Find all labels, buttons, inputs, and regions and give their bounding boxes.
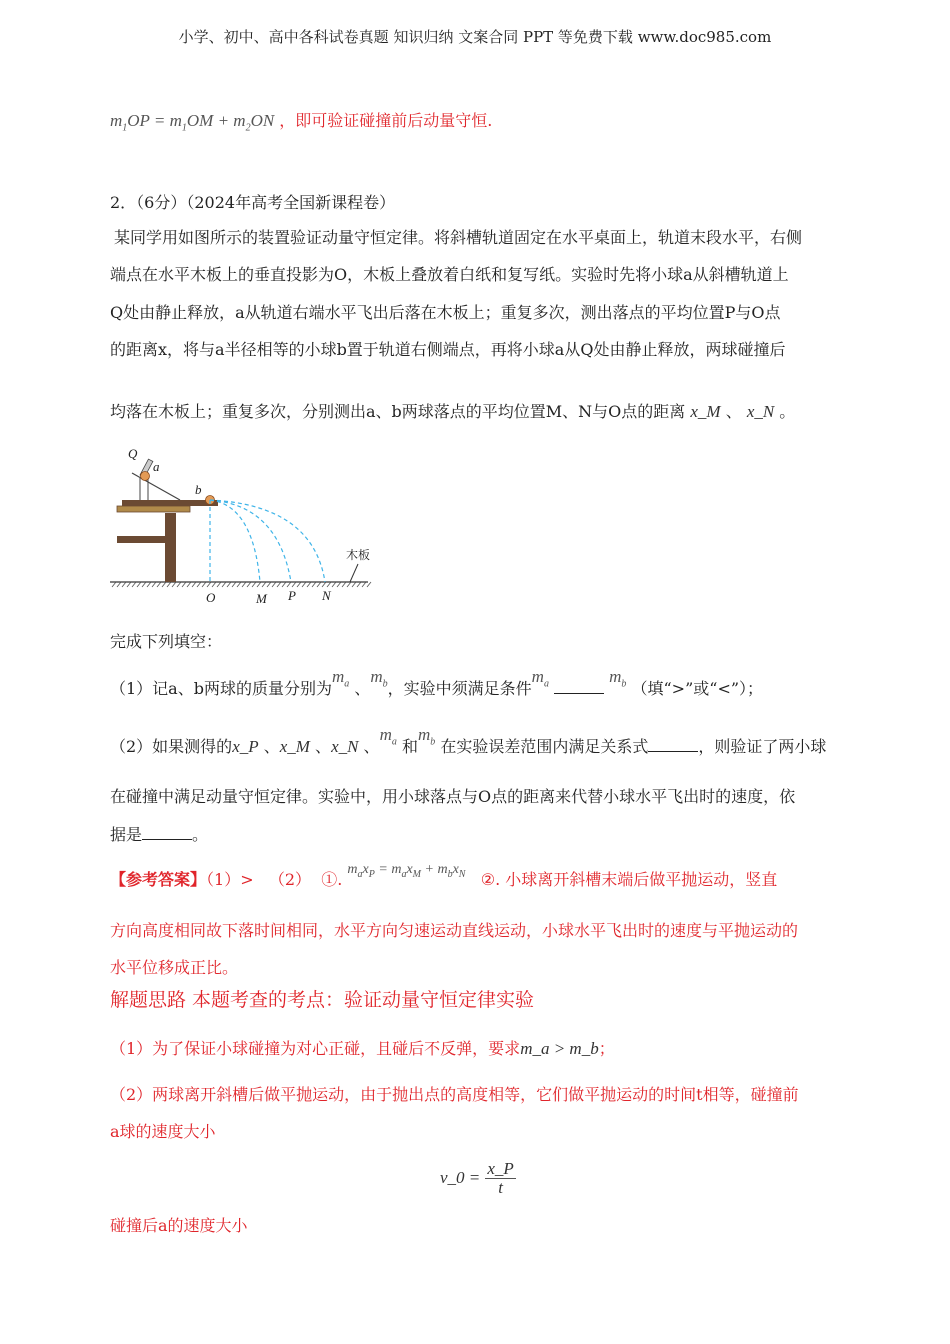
math-xN: x_N	[331, 737, 359, 756]
floor-hatch	[362, 582, 366, 587]
floor-hatch	[217, 582, 221, 587]
floor-hatch	[282, 582, 286, 587]
text: 均落在木板上；重复多次，分别测出a、b两球落点的平均位置M、N与O点的距离	[110, 402, 686, 421]
track	[122, 500, 218, 506]
text: ，实验中须满足条件	[387, 679, 532, 698]
math-ma-gt-mb: m_a > m_b	[520, 1039, 599, 1058]
math-xM: x_M	[279, 737, 310, 756]
floor-hatch	[312, 582, 316, 587]
floor-hatch	[152, 582, 156, 587]
table-leg	[165, 513, 176, 582]
text: ；	[598, 1039, 615, 1058]
floor-hatch	[172, 582, 176, 587]
answer	[110, 862, 778, 898]
floor-hatch	[317, 582, 321, 587]
floor-hatch	[302, 582, 306, 587]
label-O: O	[206, 590, 216, 605]
floor-hatch	[307, 582, 311, 587]
floor-hatch	[337, 582, 341, 587]
analysis-line	[110, 1038, 615, 1060]
math-xP: x_P	[232, 737, 259, 756]
floor-hatch	[332, 582, 336, 587]
question-line: 的距离x，将与a半径相等的小球b置于轨道右侧端点，再将小球a从Q处由静止释放，两球碰撞后	[110, 340, 786, 359]
floor-hatch	[202, 582, 206, 587]
sep: 、	[363, 737, 380, 756]
prev-conclusion	[110, 110, 492, 139]
fill-intro: 完成下列填空：	[110, 632, 223, 651]
question-line: 端点在水平木板上的垂直投影为O，木板上叠放着白纸和复写纸。实验时先将小球a从斜槽轨道上	[110, 265, 789, 284]
sep: 、	[725, 402, 742, 421]
floor-hatch	[157, 582, 161, 587]
answer-blank[interactable]	[554, 677, 604, 694]
floor-hatch	[262, 582, 266, 587]
floor-hatch	[207, 582, 211, 587]
analysis-title: 解题思路 本题考查的考点：验证动量守恒定律实验	[110, 989, 535, 1011]
numerator: x_P	[487, 1159, 514, 1178]
text: （1）>	[206, 870, 254, 889]
text: （1）为了保证小球碰撞为对心正碰，且碰后不反弹，要求	[110, 1039, 521, 1058]
floor-hatch	[297, 582, 301, 587]
floor-hatch	[292, 582, 296, 587]
floor-hatch	[137, 582, 141, 587]
analysis-line: （2）两球离开斜槽后做平抛运动，由于抛出点的高度相等，它们做平抛运动的时间t相等，碰撞前	[110, 1085, 799, 1104]
answer-line: 方向高度相同故下落时间相同，水平方向匀速运动直线运动，小球水平飞出时的速度与平抛运动的	[110, 921, 799, 940]
part-2-line	[110, 823, 208, 846]
sep: 、	[315, 737, 332, 756]
floor-hatch	[187, 582, 191, 587]
floor-hatch	[132, 582, 136, 587]
math: $m_b$	[370, 667, 388, 690]
question-line	[110, 401, 795, 423]
math-v0: v_0 =	[440, 1168, 481, 1187]
floor	[110, 582, 371, 587]
label-a: a	[153, 459, 160, 474]
math-xM: x_M	[690, 402, 721, 421]
floor-hatch	[267, 582, 271, 587]
floor-hatch	[247, 582, 251, 587]
floor-hatch	[257, 582, 261, 587]
label-N: N	[322, 588, 331, 603]
floor-hatch	[322, 582, 326, 587]
text: 据是	[110, 825, 143, 844]
floor-hatch	[147, 582, 151, 587]
text: 和	[401, 737, 418, 756]
floor-hatch	[342, 582, 346, 587]
sep: 。	[779, 402, 796, 421]
text: （2）如果测得的	[110, 737, 233, 756]
answer-blank[interactable]	[142, 823, 192, 840]
math-xN: x_N	[746, 402, 775, 421]
ball-a	[141, 472, 150, 481]
text: （填“>”或“<”）；	[631, 679, 764, 698]
label-board: 木板	[346, 548, 371, 562]
formula: $m_1OP = m_1OM + m_2ON$	[110, 111, 275, 134]
text: ，则验证了两小球	[698, 737, 827, 756]
floor-hatch	[117, 582, 121, 587]
sep: 、	[354, 679, 371, 698]
answer-line: 水平位移成正比。	[110, 958, 239, 977]
sep: 、	[263, 737, 280, 756]
floor-hatch	[277, 582, 281, 587]
label-P: P	[288, 588, 296, 603]
analysis-line: a球的速度大小	[110, 1122, 216, 1141]
analysis-line: 碰撞后a的速度大小	[110, 1216, 248, 1235]
experiment-diagram	[108, 443, 373, 608]
floor-hatch	[112, 582, 116, 587]
denominator: t	[498, 1178, 503, 1197]
floor-hatch	[222, 582, 226, 587]
text: 在实验误差范围内满足关系式	[440, 737, 649, 756]
math: $m_a$	[331, 667, 350, 690]
floor-hatch	[177, 582, 181, 587]
floor-hatch	[237, 582, 241, 587]
text: ①.	[321, 870, 343, 889]
math: $m_a$	[531, 667, 549, 690]
math: $m_a$	[379, 725, 397, 748]
v0-formula	[440, 1160, 516, 1197]
floor-hatch	[122, 582, 126, 587]
trajectories	[210, 500, 325, 582]
question-line: 某同学用如图所示的装置验证动量守恒定律。将斜槽轨道固定在水平桌面上，轨道末段水平，右侧	[114, 228, 803, 247]
answer-formula: $m_ax_P = m_ax_M + m_bx_N$	[347, 862, 466, 880]
label-b: b	[195, 482, 202, 497]
question-title: 2．（6分）（2024年高考全国新课程卷）	[110, 193, 396, 212]
floor-hatch	[212, 582, 216, 587]
page-header: 小学、初中、高中各科试卷真题 知识归纳 文案合同 PPT 等免费下载 www.doc985.com	[178, 28, 772, 46]
conclusion-text: ，即可验证碰撞前后动量守恒.	[279, 111, 493, 130]
floor-hatch	[232, 582, 236, 587]
floor-hatch	[272, 582, 276, 587]
text: （1）记a、b两球的质量分别为	[110, 679, 332, 698]
label-M: M	[256, 591, 267, 606]
label-Q: Q	[128, 446, 138, 461]
floor-hatch	[167, 582, 171, 587]
floor-hatch	[367, 582, 371, 587]
math: $m_b$	[417, 725, 436, 748]
answer-blank[interactable]	[648, 735, 698, 752]
fraction	[485, 1160, 515, 1197]
question-line: Q处由静止释放，a从轨道右端水平飞出后落在木板上；重复多次，测出落点的平均位置P与O点	[110, 303, 781, 322]
floor-hatch	[287, 582, 291, 587]
text: ②. 小球离开斜槽末端后做平抛运动，竖直	[480, 870, 778, 889]
floor-hatch	[242, 582, 246, 587]
floor-hatch	[347, 582, 351, 587]
floor-hatch	[252, 582, 256, 587]
floor-hatch	[327, 582, 331, 587]
part-2	[110, 725, 827, 765]
floor-hatch	[192, 582, 196, 587]
answer-label: 【参考答案】	[110, 870, 207, 889]
floor-hatch	[227, 582, 231, 587]
part-1	[110, 667, 764, 707]
floor-hatch	[162, 582, 166, 587]
table-top	[117, 506, 190, 512]
text: （2）	[268, 870, 312, 889]
math: $m_b$	[609, 667, 627, 690]
table-bracket	[117, 536, 166, 543]
floor-hatch	[182, 582, 186, 587]
floor-hatch	[127, 582, 131, 587]
floor-hatch	[197, 582, 201, 587]
text: 。	[192, 825, 209, 844]
part-2-line: 在碰撞中满足动量守恒定律。实验中，用小球落点与O点的距离来代替小球水平飞出时的速度，依	[110, 787, 796, 806]
floor-hatch	[142, 582, 146, 587]
floor-hatch	[352, 582, 356, 587]
floor-hatch	[357, 582, 361, 587]
